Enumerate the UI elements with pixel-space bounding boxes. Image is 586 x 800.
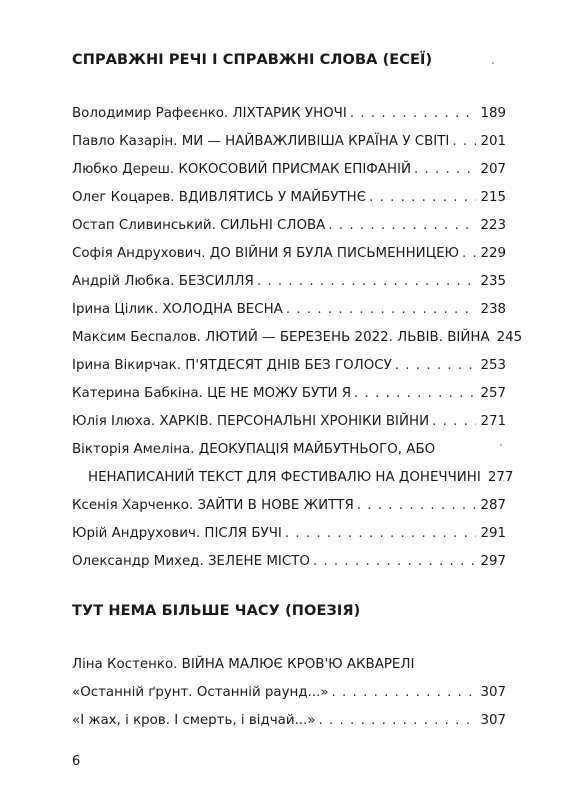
section-title-essays: СПРАВЖНІ РЕЧІ І СПРАВЖНІ СЛОВА (ЕСЕЇ) xyxy=(72,52,433,68)
entry-title: Юлія Ілюха. ХАРКІВ. ПЕРСОНАЛЬНІ ХРОНІКИ ВІЙНИ xyxy=(72,414,430,429)
entry-title: «Останній ґрунт. Останній раунд...» xyxy=(72,685,329,700)
entry-page-number: 215 xyxy=(480,190,506,205)
dot-leader xyxy=(354,386,476,401)
entry-page-number: 235 xyxy=(480,274,506,289)
toc-entry xyxy=(72,134,506,154)
entry-page-number: 291 xyxy=(480,526,506,541)
dot-leader xyxy=(313,554,477,569)
toc-entry xyxy=(72,526,506,546)
entry-page-number: 238 xyxy=(480,302,506,317)
toc-entry-continuation xyxy=(88,470,514,490)
entry-page-number: 287 xyxy=(480,498,506,513)
toc-entry-first-line: Вікторія Амеліна. ДЕОКУПАЦІЯ МАЙБУТНЬОГО, АБО xyxy=(72,442,436,457)
dot-leader xyxy=(328,218,476,233)
toc-entry xyxy=(72,685,506,705)
page-number-folio: 6 xyxy=(72,754,81,769)
entry-title: Олег Коцарев. ВДИВЛЯТИСЬ У МАЙБУТНЄ xyxy=(72,190,367,205)
entry-title: НЕНАПИСАНИЙ ТЕКСТ ДЛЯ ФЕСТИВАЛЮ НА ДОНЕЧЧИНІ xyxy=(88,470,481,485)
entry-title: Андрій Любка. БЕЗСИЛЛЯ xyxy=(72,274,254,289)
dot-leader xyxy=(319,713,477,728)
dot-leader xyxy=(462,246,476,261)
entry-title: Остап Сливинський. СИЛЬНІ СЛОВА xyxy=(72,218,326,233)
toc-entry xyxy=(72,414,506,434)
entry-title: Юрій Андрухович. ПІСЛЯ БУЧІ xyxy=(72,526,282,541)
entry-page-number: 245 xyxy=(496,330,523,345)
dot-leader xyxy=(350,106,477,121)
dot-leader xyxy=(432,414,476,429)
entry-title: Павло Казарін. МИ — НАЙВАЖЛИВІША КРАЇНА У СВІТІ xyxy=(72,134,450,149)
section-title-poetry: ТУТ НЕМА БІЛЬШЕ ЧАСУ (ПОЕЗІЯ) xyxy=(72,603,361,619)
entry-page-number: 277 xyxy=(487,470,514,485)
entry-title: Ірина Цілик. ХОЛОДНА ВЕСНА xyxy=(72,302,283,317)
entry-title: Олександр Михед. ЗЕЛЕНЕ МІСТО xyxy=(72,554,310,569)
entry-title: Софія Андрухович. ДО ВІЙНИ Я БУЛА ПИСЬМЕННИЦЕЮ xyxy=(72,246,460,261)
dot-leader xyxy=(452,134,476,149)
toc-entry xyxy=(72,274,506,294)
toc-entry xyxy=(72,554,506,574)
entry-page-number: 253 xyxy=(480,358,506,373)
entry-title: Максим Беспалов. ЛЮТИЙ — БЕРЕЗЕНЬ 2022. ЛЬВІВ. ВІЙНА xyxy=(72,330,490,345)
entry-title: «І жах, і кров. І смерть, і відчай...» xyxy=(72,713,316,728)
dot-leader xyxy=(257,274,477,289)
toc-entry-heading: Ліна Костенко. ВІЙНА МАЛЮЄ КРОВ'Ю АКВАРЕЛІ xyxy=(72,657,415,672)
toc-entry xyxy=(72,713,506,733)
toc-entry xyxy=(72,246,506,266)
entry-page-number: 307 xyxy=(480,713,506,728)
entry-page-number: 307 xyxy=(480,685,506,700)
toc-entry xyxy=(72,218,506,238)
dot-leader xyxy=(357,498,477,513)
dot-leader xyxy=(414,162,476,177)
toc-entry xyxy=(72,162,506,182)
entry-page-number: 223 xyxy=(480,218,506,233)
entry-page-number: 257 xyxy=(480,386,506,401)
dot-leader xyxy=(369,190,476,205)
entry-title: Ірина Вікирчак. П'ЯТДЕСЯТ ДНІВ БЕЗ ГОЛОСУ xyxy=(72,358,392,373)
toc-entry xyxy=(72,330,523,350)
entry-page-number: 229 xyxy=(480,246,506,261)
entry-title: Любко Дереш. КОКОСОВИЙ ПРИСМАК ЕПІФАНІЙ xyxy=(72,162,411,177)
toc-entry xyxy=(72,302,506,322)
scan-speck xyxy=(500,444,502,446)
entry-title: Володимир Рафеєнко. ЛІХТАРИК УНОЧІ xyxy=(72,106,347,121)
toc-entry xyxy=(72,498,506,518)
toc-entry xyxy=(72,386,506,406)
scan-speck xyxy=(492,62,494,64)
entry-page-number: 189 xyxy=(480,106,506,121)
entry-page-number: 207 xyxy=(480,162,506,177)
entry-page-number: 201 xyxy=(480,134,506,149)
toc-entry xyxy=(72,358,506,378)
entry-page-number: 271 xyxy=(480,414,506,429)
dot-leader xyxy=(286,302,477,317)
entry-page-number: 297 xyxy=(480,554,506,569)
dot-leader xyxy=(332,685,477,700)
entry-title: Катерина Бабкіна. ЦЕ НЕ МОЖУ БУТИ Я xyxy=(72,386,352,401)
dot-leader xyxy=(395,358,477,373)
entry-title: Ксенія Харченко. ЗАЙТИ В НОВЕ ЖИТТЯ xyxy=(72,498,354,513)
toc-entry xyxy=(72,106,506,126)
dot-leader xyxy=(285,526,477,541)
toc-entry xyxy=(72,190,506,210)
